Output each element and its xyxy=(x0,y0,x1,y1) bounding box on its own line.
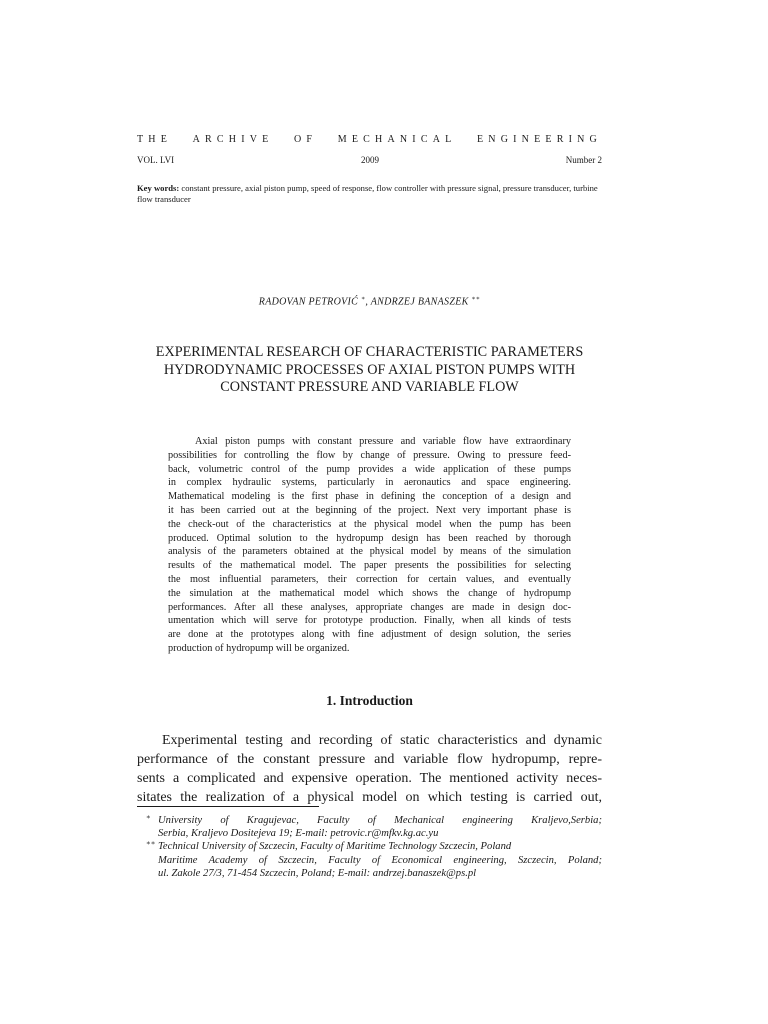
abstract-line: the most influential parameters, their correction for certain values, and eventually xyxy=(168,573,571,585)
author-2-mark: ∗∗ xyxy=(471,296,481,302)
footnote-line: Maritime Academy of Szczecin, Faculty of Economical engineering, Szczecin, Poland; xyxy=(158,854,602,866)
abstract-line: the check-out of the characteristics at the physical model when the pump has been xyxy=(168,518,571,530)
authors xyxy=(137,295,602,307)
title-line: HYDRODYNAMIC PROCESSES OF AXIAL PISTON PUMPS WITH xyxy=(163,361,576,378)
abstract-line: performances. After all these analyses, appropriate changes are made in design doc- xyxy=(168,601,571,613)
footnote-line: University of Kragujevac, Faculty of Mechanical engineering Kraljevo,Serbia; xyxy=(158,815,602,826)
keywords-text: constant pressure, axial piston pump, speed of response, flow controller with pressure signal, pressure transducer, turbine flow transducer xyxy=(137,183,598,204)
abstract-line: the simulation at the mathematical model which shows the change of hydropump xyxy=(168,587,571,599)
abstract-line: Mathematical modeling is the first phase in defining the conception of a design and xyxy=(168,491,571,503)
body-text xyxy=(137,731,602,807)
abstract-line: are done at the prototypes along with fine adjustment of design solution, the series xyxy=(168,629,571,641)
abstract-line: production of hydropump will be organized. xyxy=(168,642,350,654)
paper-title xyxy=(137,344,602,397)
body-line: sitates the realization of a physical model on which testing is carried out, xyxy=(137,790,602,805)
abstract-line: Axial piston pumps with constant pressure and variable flow have extraordinary xyxy=(195,436,571,447)
body-line: sents a complicated and expensive operation. The mentioned activity neces- xyxy=(137,771,602,786)
body-line: Experimental testing and recording of static characteristics and dynamic xyxy=(162,733,602,748)
author-1-mark: ∗ xyxy=(360,296,366,302)
abstract-line: produced. Optimal solution to the hydropump design has been reached by thorough xyxy=(168,532,571,544)
abstract-line: it has been carried out at the beginning of the project. Next very important phase is xyxy=(168,504,571,516)
section-heading: 1. Introduction xyxy=(326,693,413,708)
footnote-2 xyxy=(146,839,602,880)
body-line: performance of the constant pressure and variable flow hydropump, repre- xyxy=(137,752,602,767)
abstract xyxy=(168,435,571,656)
journal-word: MECHANICAL xyxy=(337,134,457,145)
abstract-line: results of the mathematical model. The paper presents the possibilities for selecting xyxy=(168,560,571,572)
journal-word: OF xyxy=(294,134,318,145)
keywords xyxy=(137,183,602,205)
footnote-line: ul. Zakole 27/3, 71-454 Szczecin, Poland; E-mail: andrzej.banaszek@ps.pl xyxy=(158,867,477,879)
title-line: CONSTANT PRESSURE AND VARIABLE FLOW xyxy=(220,379,519,395)
author-1: RADOVAN PETROVIĆ xyxy=(258,296,359,308)
abstract-line: back, volumetric control of the pump provides a wide application of these pumps xyxy=(168,463,571,475)
number-label: Number 2 xyxy=(565,155,602,165)
journal-word: ENGINEERING xyxy=(477,134,602,145)
abstract-line: analysis of the parameters obtained at the physical model by means of the simulation xyxy=(168,546,571,558)
footnote-line: Technical University of Szczecin, Faculty of Maritime Technology Szczecin, Poland xyxy=(158,841,512,853)
abstract-line: umentation which will serve for prototype production. Finally, when all kinds of tests xyxy=(168,615,571,627)
keywords-label: Key words: xyxy=(137,183,180,193)
footnote-mark: ∗∗ xyxy=(146,839,156,848)
footnote-1 xyxy=(146,813,602,840)
author-2: , ANDRZEJ BANASZEK xyxy=(365,296,469,308)
footnotes xyxy=(146,813,602,880)
volume-label: VOL. LVI xyxy=(137,155,175,165)
footnote-mark: ∗ xyxy=(146,813,151,821)
title-line: EXPERIMENTAL RESEARCH OF CHARACTERISTIC PARAMETERS xyxy=(155,344,584,360)
journal-word: ARCHIVE xyxy=(192,134,274,145)
volume-row xyxy=(137,155,602,165)
abstract-line: in complex hydraulic systems, particularly in aeronautics and space engineering. xyxy=(168,477,571,489)
footnote-rule xyxy=(137,806,319,807)
abstract-line: possibilities for controlling the flow by change of pressure. Owing to pressure feed- xyxy=(168,449,571,461)
journal-name xyxy=(137,134,602,145)
year-label: 2009 xyxy=(360,155,379,165)
journal-word: THE xyxy=(137,134,173,145)
footnote-line: Serbia, Kraljevo Dositejeva 19; E-mail: petrovic.r@mfkv.kg.ac.yu xyxy=(158,828,439,840)
